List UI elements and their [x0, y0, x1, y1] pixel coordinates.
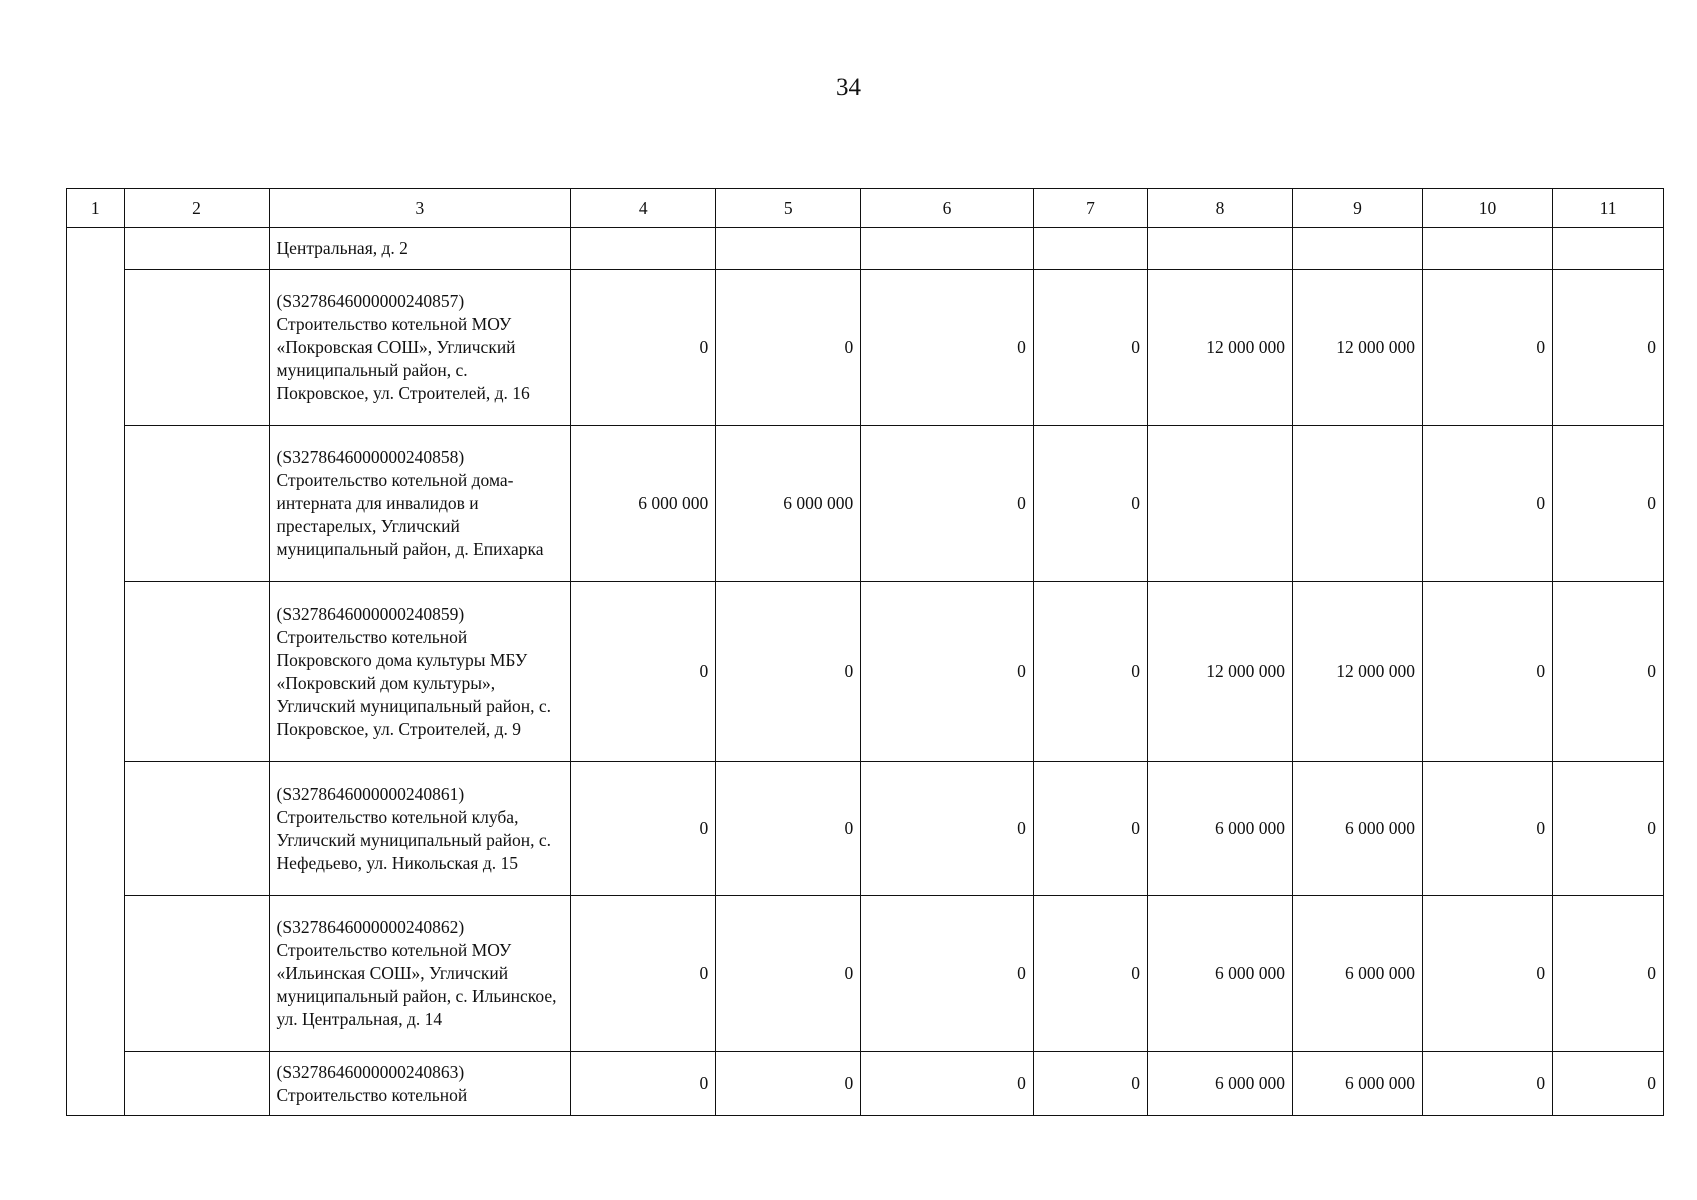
cell-col-1 [67, 228, 125, 1116]
cell-col-7: 0 [1033, 896, 1147, 1052]
header-col-10: 10 [1423, 189, 1553, 228]
cell-col-8: 12 000 000 [1147, 582, 1292, 762]
cell-col-9: 6 000 000 [1292, 1052, 1422, 1116]
cell-object-name: (S3278646000000240859) Строительство котельной Покровского дома культуры МБУ «Покровский дом культуры», Угличский муниципальный район, с. Покровское, ул. Строителей, д. 9 [269, 582, 571, 762]
cell-col-2 [124, 426, 269, 582]
cell-col-4: 0 [571, 270, 716, 426]
table-row [67, 228, 1664, 270]
cell-col-4 [571, 228, 716, 270]
cell-col-2 [124, 762, 269, 896]
cell-col-7: 0 [1033, 762, 1147, 896]
cell-col-10: 0 [1423, 762, 1553, 896]
cell-col-4: 0 [571, 582, 716, 762]
cell-col-4: 0 [571, 1052, 716, 1116]
table-row [67, 270, 1664, 426]
cell-col-9: 12 000 000 [1292, 270, 1422, 426]
table-row [67, 582, 1664, 762]
cell-col-5 [716, 228, 861, 270]
cell-col-6 [861, 228, 1034, 270]
cell-col-6: 0 [861, 582, 1034, 762]
cell-col-11: 0 [1553, 762, 1664, 896]
cell-col-9 [1292, 228, 1422, 270]
cell-object-name: (S3278646000000240863) Строительство котельной [269, 1052, 571, 1116]
cell-col-10: 0 [1423, 270, 1553, 426]
header-col-11: 11 [1553, 189, 1664, 228]
cell-object-name: Центральная, д. 2 [269, 228, 571, 270]
cell-col-8: 6 000 000 [1147, 1052, 1292, 1116]
cell-col-8 [1147, 426, 1292, 582]
cell-col-6: 0 [861, 896, 1034, 1052]
cell-col-9: 6 000 000 [1292, 762, 1422, 896]
header-col-2: 2 [124, 189, 269, 228]
cell-col-11: 0 [1553, 270, 1664, 426]
header-col-3: 3 [269, 189, 571, 228]
header-col-8: 8 [1147, 189, 1292, 228]
cell-col-7: 0 [1033, 582, 1147, 762]
cell-col-8 [1147, 228, 1292, 270]
cell-col-8: 6 000 000 [1147, 762, 1292, 896]
budget-table [66, 188, 1664, 1116]
cell-col-5: 0 [716, 1052, 861, 1116]
cell-col-9: 6 000 000 [1292, 896, 1422, 1052]
cell-col-8: 6 000 000 [1147, 896, 1292, 1052]
cell-col-5: 0 [716, 270, 861, 426]
cell-col-2 [124, 1052, 269, 1116]
header-col-9: 9 [1292, 189, 1422, 228]
cell-col-10 [1423, 228, 1553, 270]
cell-col-6: 0 [861, 1052, 1034, 1116]
cell-col-7: 0 [1033, 1052, 1147, 1116]
cell-col-10: 0 [1423, 426, 1553, 582]
table-row [67, 426, 1664, 582]
cell-col-10: 0 [1423, 1052, 1553, 1116]
cell-col-5: 0 [716, 896, 861, 1052]
cell-col-11: 0 [1553, 896, 1664, 1052]
cell-col-6: 0 [861, 426, 1034, 582]
cell-col-9: 12 000 000 [1292, 582, 1422, 762]
header-col-4: 4 [571, 189, 716, 228]
cell-col-7: 0 [1033, 426, 1147, 582]
cell-col-2 [124, 896, 269, 1052]
cell-col-2 [124, 582, 269, 762]
table-row [67, 762, 1664, 896]
cell-object-name: (S3278646000000240858) Строительство котельной дома-интерната для инвалидов и престарелых, Угличский муниципальный район, д. Епихарка [269, 426, 571, 582]
cell-col-5: 6 000 000 [716, 426, 861, 582]
cell-col-11 [1553, 228, 1664, 270]
header-col-7: 7 [1033, 189, 1147, 228]
cell-col-11: 0 [1553, 1052, 1664, 1116]
cell-col-10: 0 [1423, 582, 1553, 762]
table-row [67, 896, 1664, 1052]
cell-col-10: 0 [1423, 896, 1553, 1052]
cell-col-5: 0 [716, 582, 861, 762]
cell-col-2 [124, 228, 269, 270]
cell-col-8: 12 000 000 [1147, 270, 1292, 426]
cell-object-name: (S3278646000000240861) Строительство котельной клуба, Угличский муниципальный район, с. Нефедьево, ул. Никольская д. 15 [269, 762, 571, 896]
header-col-6: 6 [861, 189, 1034, 228]
cell-object-name: (S3278646000000240862) Строительство котельной МОУ «Ильинская СОШ», Угличский муниципальный район, с. Ильинское, ул. Центральная, д. 14 [269, 896, 571, 1052]
page-number: 34 [836, 74, 861, 101]
cell-col-6: 0 [861, 762, 1034, 896]
cell-col-11: 0 [1553, 582, 1664, 762]
table-row [67, 1052, 1664, 1116]
header-row [67, 189, 1664, 228]
cell-object-name: (S3278646000000240857) Строительство котельной МОУ «Покровская СОШ», Угличский муниципальный район, с. Покровское, ул. Строителей, д. 16 [269, 270, 571, 426]
cell-col-7: 0 [1033, 270, 1147, 426]
cell-col-11: 0 [1553, 426, 1664, 582]
header-col-5: 5 [716, 189, 861, 228]
cell-col-7 [1033, 228, 1147, 270]
cell-col-4: 0 [571, 896, 716, 1052]
cell-col-4: 0 [571, 762, 716, 896]
cell-col-5: 0 [716, 762, 861, 896]
cell-col-2 [124, 270, 269, 426]
cell-col-6: 0 [861, 270, 1034, 426]
cell-col-4: 6 000 000 [571, 426, 716, 582]
header-col-1: 1 [67, 189, 125, 228]
cell-col-9 [1292, 426, 1422, 582]
